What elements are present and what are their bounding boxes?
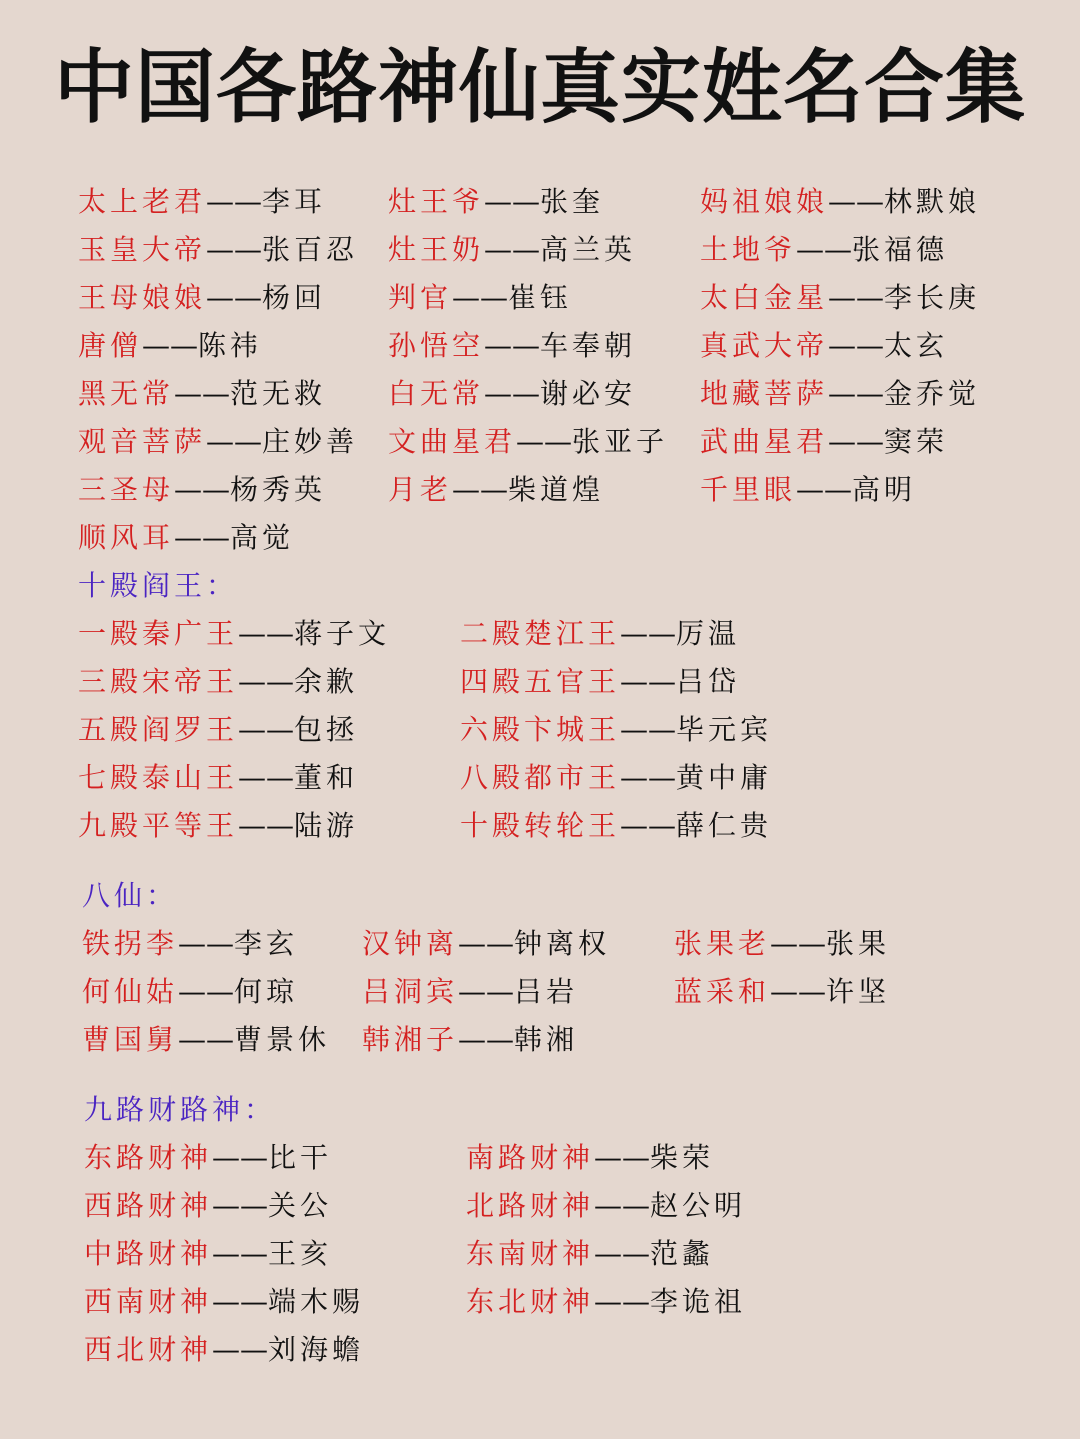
separator-dash: —— xyxy=(770,927,827,960)
real-name: 钟离权 xyxy=(514,927,611,960)
entry-row xyxy=(0,1182,1080,1230)
real-name: 张果 xyxy=(826,927,891,960)
entry-row xyxy=(0,466,1080,514)
separator-dash: —— xyxy=(238,713,295,746)
list-item xyxy=(388,178,604,226)
list-item xyxy=(388,370,636,418)
real-name: 刘海蟾 xyxy=(268,1333,365,1366)
list-item xyxy=(466,1182,746,1230)
list-item xyxy=(700,370,980,418)
deity-title: 一殿秦广王 xyxy=(78,617,239,650)
separator-dash: —— xyxy=(238,617,295,650)
list-item xyxy=(700,322,948,370)
separator-dash: —— xyxy=(796,233,853,266)
separator-dash: —— xyxy=(212,1285,269,1318)
deity-title: 张果老 xyxy=(674,927,771,960)
deity-title: 十殿转轮王 xyxy=(460,809,621,842)
real-name: 太玄 xyxy=(884,329,949,362)
real-name: 董和 xyxy=(294,761,359,794)
deity-title: 武曲星君 xyxy=(700,425,829,458)
deity-title: 二殿楚江王 xyxy=(460,617,621,650)
list-item xyxy=(700,178,980,226)
deity-title: 南路财神 xyxy=(466,1141,595,1174)
separator-dash: —— xyxy=(828,329,885,362)
deity-title: 八殿都市王 xyxy=(460,761,621,794)
real-name: 张奎 xyxy=(540,185,605,218)
deity-title: 汉钟离 xyxy=(362,927,459,960)
deity-title: 四殿五官王 xyxy=(460,665,621,698)
deity-title: 蓝采和 xyxy=(674,975,771,1008)
list-item xyxy=(362,920,610,968)
deity-title: 千里眼 xyxy=(700,473,797,506)
entry-row xyxy=(0,178,1080,226)
deity-title: 顺风耳 xyxy=(78,521,175,554)
separator-dash: —— xyxy=(206,233,263,266)
separator-dash: —— xyxy=(828,425,885,458)
separator-dash: —— xyxy=(828,377,885,410)
list-item xyxy=(78,370,326,418)
real-name: 柴荣 xyxy=(650,1141,715,1174)
list-item xyxy=(78,610,390,658)
deity-title: 东路财神 xyxy=(84,1141,213,1174)
list-item xyxy=(84,1230,332,1278)
real-name: 许坚 xyxy=(826,975,891,1008)
deity-title: 地藏菩萨 xyxy=(700,377,829,410)
deity-title: 灶王爷 xyxy=(388,185,485,218)
real-name: 包拯 xyxy=(294,713,359,746)
entry-row xyxy=(0,658,1080,706)
section-yama xyxy=(0,610,1080,850)
deity-title: 西北财神 xyxy=(84,1333,213,1366)
separator-dash: —— xyxy=(620,761,677,794)
list-item xyxy=(460,802,772,850)
separator-dash: —— xyxy=(594,1285,651,1318)
deity-title: 六殿卞城王 xyxy=(460,713,621,746)
real-name: 高兰英 xyxy=(540,233,637,266)
deity-title: 真武大帝 xyxy=(700,329,829,362)
deity-title: 灶王奶 xyxy=(388,233,485,266)
separator-dash: —— xyxy=(796,473,853,506)
list-item xyxy=(466,1230,714,1278)
deity-title: 妈祖娘娘 xyxy=(700,185,829,218)
deity-title: 唐僧 xyxy=(78,329,143,362)
list-item xyxy=(388,226,636,274)
real-name: 黄中庸 xyxy=(676,761,773,794)
separator-dash: —— xyxy=(620,809,677,842)
list-item xyxy=(700,466,916,514)
separator-dash: —— xyxy=(212,1237,269,1270)
real-name: 高觉 xyxy=(230,521,295,554)
real-name: 张亚子 xyxy=(572,425,669,458)
list-item xyxy=(460,706,772,754)
list-item xyxy=(388,322,636,370)
deity-title: 观音菩萨 xyxy=(78,425,207,458)
entry-row xyxy=(0,274,1080,322)
list-item xyxy=(78,706,358,754)
deity-title: 五殿阎罗王 xyxy=(78,713,239,746)
real-name: 高明 xyxy=(852,473,917,506)
separator-dash: —— xyxy=(458,1023,515,1056)
section-immortals xyxy=(0,920,1080,1064)
deity-title: 西路财神 xyxy=(84,1189,213,1222)
list-item xyxy=(78,178,326,226)
real-name: 车奉朝 xyxy=(540,329,637,362)
list-item xyxy=(78,658,358,706)
separator-dash: —— xyxy=(620,617,677,650)
real-name: 柴道煌 xyxy=(508,473,605,506)
deity-title: 判官 xyxy=(388,281,453,314)
real-name: 范蠡 xyxy=(650,1237,715,1270)
entry-row xyxy=(0,610,1080,658)
separator-dash: —— xyxy=(238,809,295,842)
list-item xyxy=(78,322,262,370)
list-item xyxy=(700,226,948,274)
list-item xyxy=(84,1182,332,1230)
deity-title: 西南财神 xyxy=(84,1285,213,1318)
real-name: 金乔觉 xyxy=(884,377,981,410)
separator-dash: —— xyxy=(142,329,199,362)
entry-row xyxy=(0,1326,1080,1374)
list-item xyxy=(388,466,604,514)
entry-row xyxy=(0,706,1080,754)
deity-title: 何仙姑 xyxy=(82,975,179,1008)
separator-dash: —— xyxy=(212,1189,269,1222)
entry-row xyxy=(0,418,1080,466)
entry-row xyxy=(0,968,1080,1016)
list-item xyxy=(674,920,890,968)
real-name: 张福德 xyxy=(852,233,949,266)
real-name: 张百忍 xyxy=(262,233,359,266)
real-name: 比干 xyxy=(268,1141,333,1174)
separator-dash: —— xyxy=(212,1333,269,1366)
list-item xyxy=(82,968,298,1016)
list-item xyxy=(78,274,326,322)
real-name: 薛仁贵 xyxy=(676,809,773,842)
list-item xyxy=(78,514,294,562)
list-item xyxy=(78,418,358,466)
real-name: 厉温 xyxy=(676,617,741,650)
separator-dash: —— xyxy=(594,1237,651,1270)
deity-title: 韩湘子 xyxy=(362,1023,459,1056)
deity-title: 黑无常 xyxy=(78,377,175,410)
list-item xyxy=(78,226,358,274)
section-heading-yama: 十殿阎王： xyxy=(78,569,239,602)
separator-dash: —— xyxy=(206,281,263,314)
section-heading-wealth: 九路财路神： xyxy=(84,1093,277,1126)
deity-title: 王母娘娘 xyxy=(78,281,207,314)
list-item xyxy=(388,418,668,466)
real-name: 何琼 xyxy=(234,975,299,1008)
real-name: 谢必安 xyxy=(540,377,637,410)
real-name: 赵公明 xyxy=(650,1189,747,1222)
list-item xyxy=(700,274,980,322)
entry-row xyxy=(0,754,1080,802)
list-item xyxy=(84,1134,332,1182)
deity-title: 白无常 xyxy=(388,377,485,410)
real-name: 余歉 xyxy=(294,665,359,698)
real-name: 林默娘 xyxy=(884,185,981,218)
separator-dash: —— xyxy=(452,281,509,314)
real-name: 窦荣 xyxy=(884,425,949,458)
separator-dash: —— xyxy=(516,425,573,458)
deity-title: 中路财神 xyxy=(84,1237,213,1270)
separator-dash: —— xyxy=(594,1189,651,1222)
entry-row xyxy=(0,370,1080,418)
real-name: 王亥 xyxy=(268,1237,333,1270)
real-name: 吕岩 xyxy=(514,975,579,1008)
deity-title: 孙悟空 xyxy=(388,329,485,362)
entry-row xyxy=(0,1278,1080,1326)
separator-dash: —— xyxy=(238,761,295,794)
page-title: 中国各路神仙真实姓名合集 xyxy=(54,41,1026,134)
separator-dash: —— xyxy=(178,975,235,1008)
separator-dash: —— xyxy=(174,521,231,554)
real-name: 韩湘 xyxy=(514,1023,579,1056)
separator-dash: —— xyxy=(212,1141,269,1174)
entry-row xyxy=(0,802,1080,850)
separator-dash: —— xyxy=(458,927,515,960)
deity-title: 三殿宋帝王 xyxy=(78,665,239,698)
separator-dash: —— xyxy=(174,473,231,506)
separator-dash: —— xyxy=(178,1023,235,1056)
deity-title: 北路财神 xyxy=(466,1189,595,1222)
real-name: 毕元宾 xyxy=(676,713,773,746)
separator-dash: —— xyxy=(828,185,885,218)
separator-dash: —— xyxy=(620,665,677,698)
separator-dash: —— xyxy=(206,425,263,458)
real-name: 端木赐 xyxy=(268,1285,365,1318)
separator-dash: —— xyxy=(178,927,235,960)
real-name: 范无救 xyxy=(230,377,327,410)
separator-dash: —— xyxy=(206,185,263,218)
deity-title: 玉皇大帝 xyxy=(78,233,207,266)
list-item xyxy=(82,920,298,968)
list-item xyxy=(362,1016,578,1064)
real-name: 杨回 xyxy=(262,281,327,314)
separator-dash: —— xyxy=(484,329,541,362)
entry-row xyxy=(0,322,1080,370)
list-item xyxy=(78,754,358,802)
section-wealth xyxy=(0,1134,1080,1374)
entry-row xyxy=(0,1134,1080,1182)
list-item xyxy=(84,1326,364,1374)
real-name: 曹景休 xyxy=(234,1023,331,1056)
deity-title: 曹国舅 xyxy=(82,1023,179,1056)
deity-title: 吕洞宾 xyxy=(362,975,459,1008)
separator-dash: —— xyxy=(238,665,295,698)
separator-dash: —— xyxy=(458,975,515,1008)
list-item xyxy=(700,418,948,466)
list-item xyxy=(82,1016,330,1064)
section-heading-immortals: 八仙： xyxy=(82,879,179,912)
section-gods xyxy=(0,178,1080,562)
deity-title: 九殿平等王 xyxy=(78,809,239,842)
entry-row xyxy=(0,920,1080,968)
separator-dash: —— xyxy=(484,233,541,266)
separator-dash: —— xyxy=(452,473,509,506)
separator-dash: —— xyxy=(484,377,541,410)
real-name: 蒋子文 xyxy=(294,617,391,650)
entry-row xyxy=(0,514,1080,562)
real-name: 庄妙善 xyxy=(262,425,359,458)
list-item xyxy=(466,1278,746,1326)
separator-dash: —— xyxy=(594,1141,651,1174)
real-name: 关公 xyxy=(268,1189,333,1222)
real-name: 陈祎 xyxy=(198,329,263,362)
real-name: 李玄 xyxy=(234,927,299,960)
list-item xyxy=(78,802,358,850)
separator-dash: —— xyxy=(620,713,677,746)
separator-dash: —— xyxy=(484,185,541,218)
entry-row xyxy=(0,226,1080,274)
deity-title: 月老 xyxy=(388,473,453,506)
real-name: 崔钰 xyxy=(508,281,573,314)
list-item xyxy=(460,754,772,802)
separator-dash: —— xyxy=(828,281,885,314)
list-item xyxy=(674,968,890,1016)
separator-dash: —— xyxy=(770,975,827,1008)
entry-row xyxy=(0,1016,1080,1064)
deity-title: 铁拐李 xyxy=(82,927,179,960)
list-item xyxy=(362,968,578,1016)
deity-title: 太白金星 xyxy=(700,281,829,314)
deity-title: 三圣母 xyxy=(78,473,175,506)
separator-dash: —— xyxy=(174,377,231,410)
real-name: 李耳 xyxy=(262,185,327,218)
real-name: 李诡祖 xyxy=(650,1285,747,1318)
list-item xyxy=(78,466,326,514)
real-name: 杨秀英 xyxy=(230,473,327,506)
real-name: 陆游 xyxy=(294,809,359,842)
deity-title: 七殿泰山王 xyxy=(78,761,239,794)
real-name: 吕岱 xyxy=(676,665,741,698)
deity-title: 土地爷 xyxy=(700,233,797,266)
deity-title: 文曲星君 xyxy=(388,425,517,458)
list-item xyxy=(84,1278,364,1326)
deity-title: 东南财神 xyxy=(466,1237,595,1270)
deity-title: 东北财神 xyxy=(466,1285,595,1318)
list-item xyxy=(466,1134,714,1182)
deity-title: 太上老君 xyxy=(78,185,207,218)
list-item xyxy=(460,658,740,706)
entry-row xyxy=(0,1230,1080,1278)
list-item xyxy=(460,610,740,658)
real-name: 李长庚 xyxy=(884,281,981,314)
list-item xyxy=(388,274,572,322)
